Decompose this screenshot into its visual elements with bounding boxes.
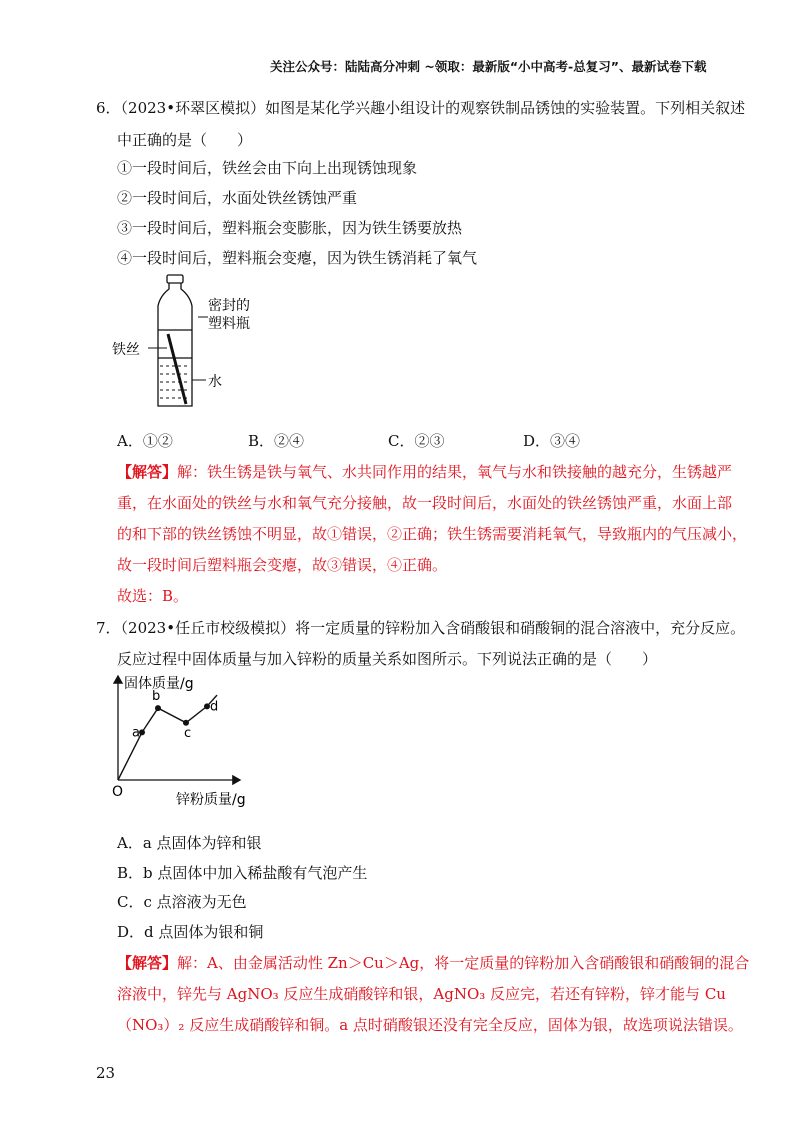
q6-item-3: ③一段时间后，塑料瓶会变膨胀，因为铁生锈要放热 — [117, 219, 463, 237]
label-bottle-2: 塑料瓶 — [208, 316, 250, 332]
q6-item-2: ②一段时间后，水面处铁丝锈蚀严重 — [117, 189, 358, 207]
q6-item-1: ①一段时间后，铁丝会由下向上出现锈蚀现象 — [117, 159, 418, 177]
q6-answer-line3: 的和下部的铁丝锈蚀不明显，故①错误，②正确；铁生锈需要消耗氧气，导致瓶内的气压减小， — [117, 525, 748, 543]
bottle-cap — [167, 275, 183, 283]
q7-option-b: B．b 点固体中加入稀盐酸有气泡产生 — [117, 864, 368, 882]
origin-label: O — [112, 784, 124, 800]
label-bottle-1: 密封的 — [208, 298, 250, 314]
point-label-b: b — [152, 689, 161, 705]
q7-stem-line2: 反应过程中固体质量与加入锌粉的质量关系如图所示。下列说法正确的是（ ） — [117, 650, 658, 668]
point-label-a: a — [132, 725, 140, 741]
q6-answer-line2: 重，在水面处的铁丝与水和氧气充分接触，故一段时间后，水面处的铁丝锈蚀严重，水面上部 — [117, 494, 733, 512]
point-label-d: d — [210, 699, 219, 715]
x-axis-label: 锌粉质量/g — [176, 792, 246, 808]
label-wire: 铁丝 — [112, 342, 140, 358]
iron-wire — [168, 334, 186, 404]
q7-stem-line1: 7．（2023•任丘市校级模拟）将一定质量的锌粉加入含硝酸银和硝酸铜的混合溶液中，充分反应。 — [96, 619, 746, 637]
q6-stem-line1: 6．（2023•环翠区模拟）如图是某化学兴趣小组设计的观察铁制品锈蚀的实验装置。下列相关叙述 — [96, 99, 746, 117]
water-lines — [160, 366, 190, 398]
page-number: 23 — [96, 1064, 116, 1082]
y-axis-label: 固体质量/g — [124, 676, 194, 692]
q7-answer-line2: 溶液中，锌先与 AgNO₃ 反应生成硝酸锌和银，AgNO₃ 反应完，若还有锌粉，锌才能与 Cu — [117, 985, 726, 1003]
point-label-c: c — [184, 725, 192, 741]
q6-option-b: B．②④ — [248, 432, 305, 450]
q6-option-d: D．③④ — [523, 432, 581, 450]
q6-option-c: C．②③ — [388, 432, 445, 450]
q7-answer-line1: 【解答】解：A、由金属活动性 Zn＞Cu＞Ag，将一定质量的锌粉加入含硝酸银和硝酸铜的混合 — [117, 954, 750, 972]
solid-mass-chart — [100, 668, 270, 818]
label-water: 水 — [208, 374, 222, 390]
bottle-figure — [110, 272, 280, 412]
q6-answer-line1: 【解答】解：铁生锈是铁与氧气、水共同作用的结果，氧气与水和铁接触的越充分，生锈越严 — [117, 463, 733, 481]
point-b — [155, 705, 161, 711]
bottle-body — [158, 283, 192, 406]
q6-stem-line2: 中正确的是（ ） — [117, 131, 253, 149]
page-header: 关注公众号：陆陆高分冲刺 ~领取：最新版“小中高考-总复习”、最新试卷下载 — [270, 59, 707, 74]
q6-item-4: ④一段时间后，塑料瓶会变瘪，因为铁生锈消耗了氧气 — [117, 249, 478, 267]
q7-answer-line3: （NO₃）₂ 反应生成硝酸锌和铜。a 点时硝酸银还没有完全反应，固体为银，故选项说法错误。 — [117, 1016, 743, 1034]
q6-choice: 故选：B。 — [117, 587, 189, 605]
q7-option-a: A．a 点固体为锌和银 — [117, 834, 262, 852]
q7-option-c: C．c 点溶液为无色 — [117, 893, 247, 911]
q6-answer-line4: 故一段时间后塑料瓶会变瘪，故③错误，④正确。 — [117, 556, 448, 574]
q6-option-a: A．①② — [117, 432, 173, 450]
q7-option-d: D．d 点固体为银和铜 — [117, 923, 264, 941]
